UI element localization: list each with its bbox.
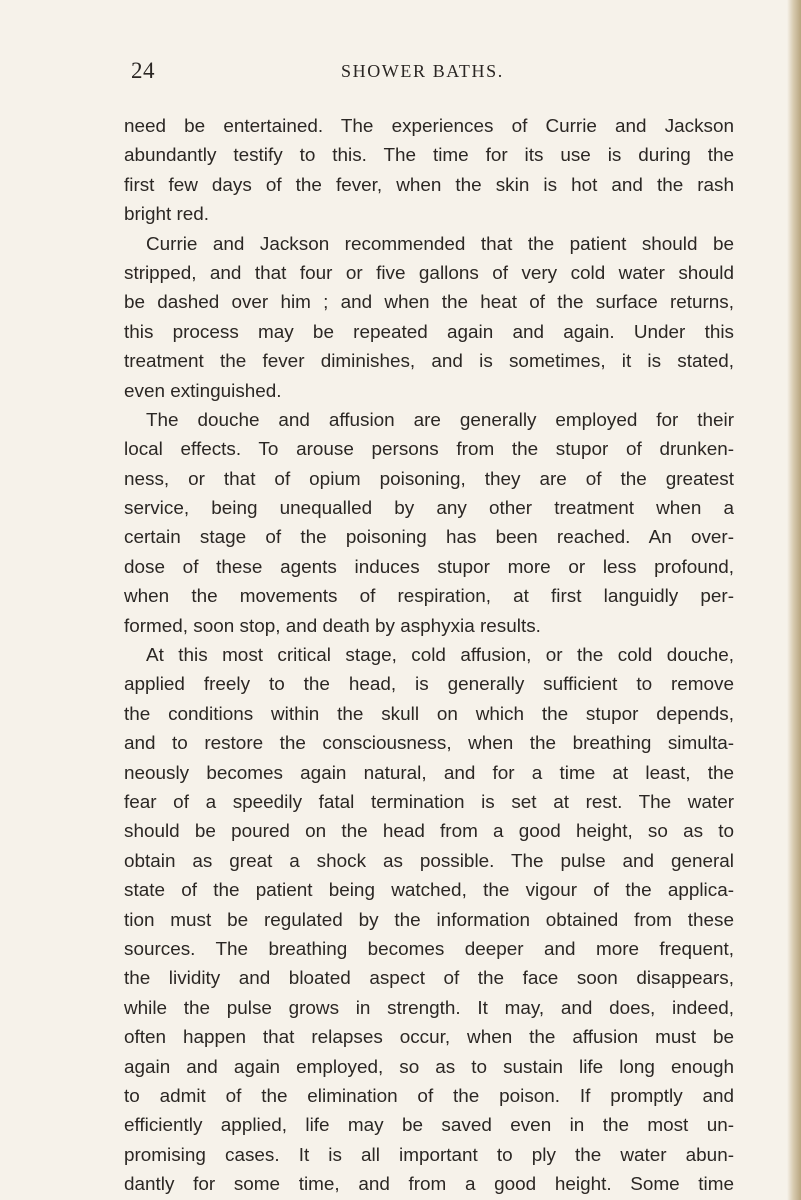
text-line: need be entertained. The experiences of Currie and Jackson (124, 116, 734, 137)
text-line: first few days of the fever, when the skin is hot and the rash (124, 174, 734, 196)
text-line: At this most critical stage, cold affusion, or the cold douche, (146, 645, 734, 667)
text-line: treatment the fever diminishes, and is sometimes, it is stated, (124, 351, 734, 373)
text-line: service, being unequalled by any other treatment when a (124, 498, 734, 520)
text-line: efficiently applied, life may be saved even in the most un- (124, 1115, 734, 1137)
text-line: promising cases. It is all important to ply the water abun- (124, 1144, 734, 1166)
text-line: this process may be repeated again and again. Under this (124, 321, 734, 343)
text-line: dantly for some time, and from a good height. Some time (124, 1174, 734, 1196)
text-line: neously becomes again natural, and for a time at least, the (124, 762, 734, 784)
text-line: dose of these agents induces stupor more or less profound, (124, 556, 734, 578)
text-line: state of the patient being watched, the vigour of the applica- (124, 880, 734, 902)
text-line: tion must be regulated by the information obtained from these (124, 909, 734, 931)
text-line: should be poured on the head from a good height, so as to (124, 821, 734, 843)
text-line: be dashed over him ; and when the heat of the surface returns, (124, 292, 734, 314)
text-line: fear of a speedily fatal termination is set at rest. The water (124, 791, 734, 813)
text-line: The douche and affusion are generally employed for their (146, 409, 734, 431)
text-line: obtain as great a shock as possible. The pulse and general (124, 850, 734, 872)
text-line: the conditions within the skull on which the stupor depends, (124, 703, 734, 725)
text-line: certain stage of the poisoning has been reached. An over- (124, 527, 734, 549)
text-line: bright red. (124, 204, 210, 226)
text-line: ness, or that of opium poisoning, they are of the greatest (124, 468, 734, 490)
running-head: SHOWER BATHS. (341, 61, 504, 81)
body-text (124, 112, 734, 1199)
page-number: 24 (131, 58, 155, 83)
text-line: even extinguished. (124, 380, 282, 402)
text-line: applied freely to the head, is generally sufficient to remove (124, 674, 734, 696)
text-line: again and again employed, so as to sustain life long enough (124, 1056, 734, 1078)
text-line: local effects. To arouse persons from the stupor of drunken- (124, 439, 734, 461)
text-line: Currie and Jackson recommended that the patient should be (146, 233, 734, 255)
text-line: and to restore the consciousness, when the breathing simulta- (124, 733, 734, 755)
text-line: sources. The breathing becomes deeper and more frequent, (124, 938, 734, 960)
text-line: when the movements of respiration, at first languidly per- (124, 586, 734, 608)
text-line: the lividity and bloated aspect of the face soon disappears, (124, 968, 734, 990)
text-line: formed, soon stop, and death by asphyxia results. (124, 615, 541, 637)
text-line: often happen that relapses occur, when the affusion must be (124, 1027, 734, 1049)
text-line: abundantly testify to this. The time for its use is during the (124, 145, 734, 167)
text-line: stripped, and that four or five gallons of very cold water should (124, 262, 734, 284)
page-edge-shadow (787, 0, 801, 1200)
text-line: while the pulse grows in strength. It may, and does, indeed, (124, 997, 734, 1019)
page-header (131, 58, 751, 88)
text-line: to admit of the elimination of the poison. If promptly and (124, 1085, 734, 1107)
